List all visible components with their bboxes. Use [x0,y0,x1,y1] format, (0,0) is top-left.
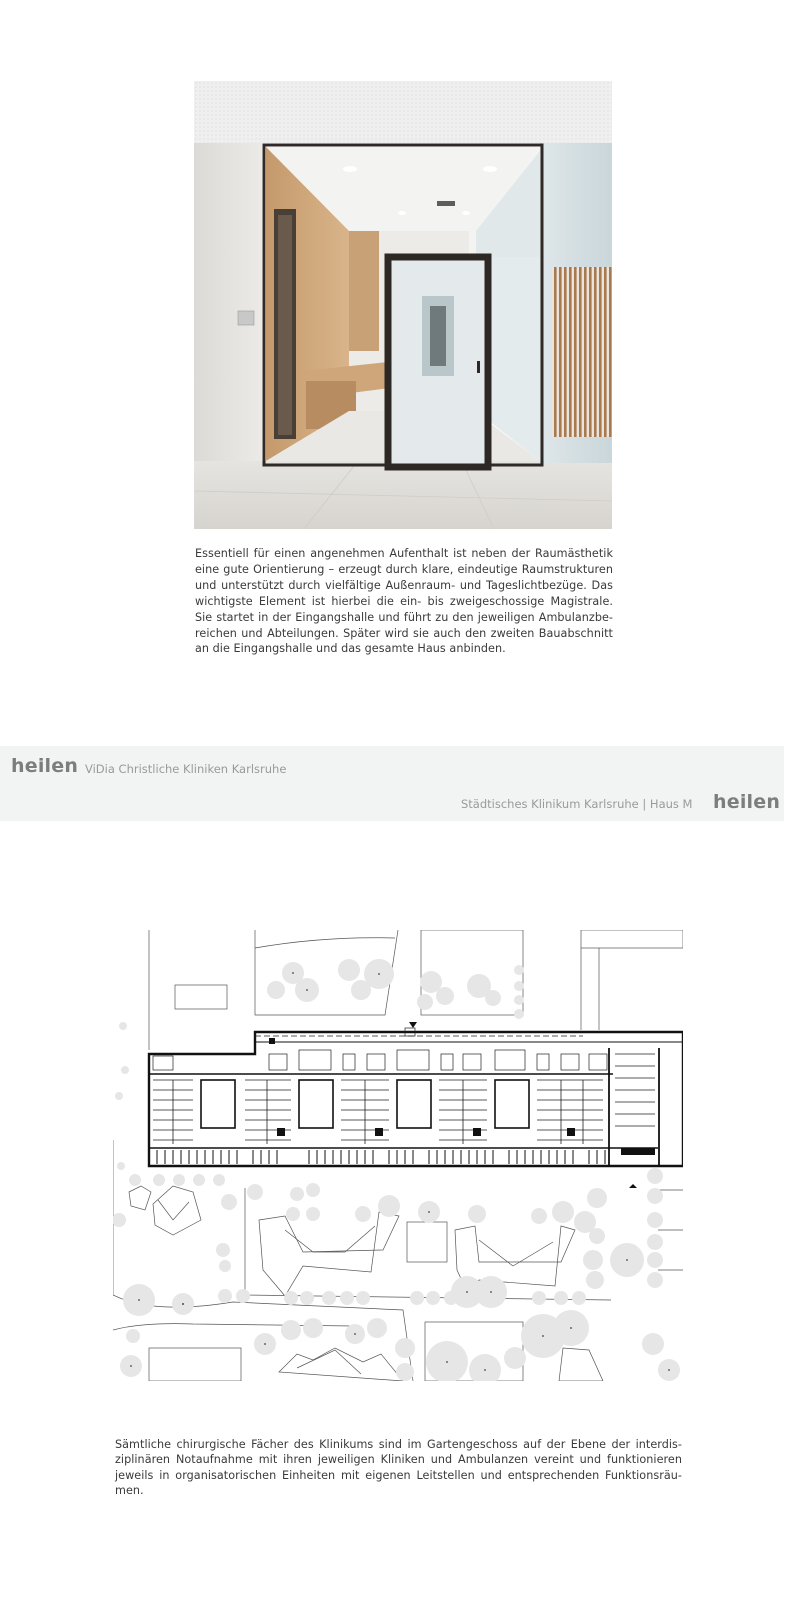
right-section-word: heilen [713,791,781,813]
site-floor-plan [113,930,683,1381]
plan-caption-paragraph: Sämtliche chirurgische Fächer des Klinikums sind im Gartengeschoss auf der Ebene der interdis-ziplinären Notaufnahme mit ihren jeweiligen Kliniken und Ambulanzen vereint und funktionieren jeweils in organisatorischen Einheiten mit eigenen Leitstellen und entsprechenden Funktionsräu-men. [115,1438,682,1497]
left-project-caption: ViDia Christliche Kliniken Karlsruhe [85,762,287,776]
photo-caption-paragraph: Essentiell für einen angenehmen Aufenthalt ist neben der Raumästhetik eine gute Orientierung – erzeugt durch klare, eindeutige Raumstrukturen und unterstützt durch vielfältige Außenraum- und Tageslichtbezüge. Das wichtigste Element ist hierbei die ein- bis zweigeschossige Magistrale. Sie startet in der Eingangshalle und führt zu den jeweiligen Ambulanzbe-reichen und Abteilungen. Später wird sie auch den zweiten Bauabschnitt an die Eingangshalle und das gesamte Haus anbinden. [195,547,613,656]
section-band [0,746,784,821]
interior-photo [194,81,612,529]
right-project-caption: Städtisches Klinikum Karlsruhe | Haus M [461,797,693,811]
left-section-word: heilen [11,755,79,777]
